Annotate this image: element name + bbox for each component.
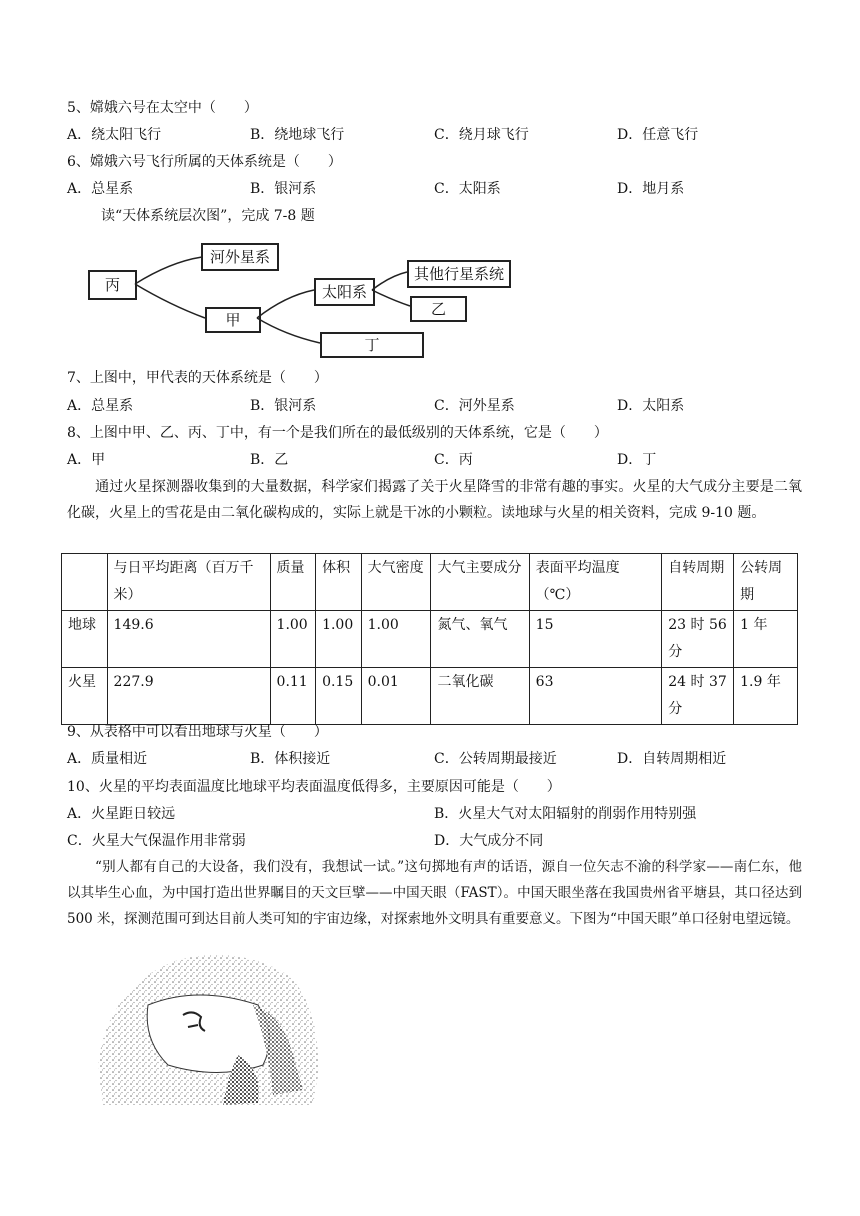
table-row [62,611,798,668]
diagram-box-other-planets: 其他行星系统 [407,260,511,288]
table-cell: 地球 [62,611,108,668]
q5-option-d: D．任意飞行 [617,127,699,143]
q7-option-a: A．总星系 [67,398,134,414]
table-cell: 15 [529,611,662,668]
table-cell: 0.01 [361,668,431,725]
table-cell: 1 年 [734,611,798,668]
diagram-box-yi: 乙 [410,296,467,322]
table-cell: 63 [529,668,662,725]
table-header-cell [62,554,108,611]
table-cell: 149.6 [107,611,270,668]
diagram-box-outer-galaxies: 河外星系 [201,243,279,271]
q10-option-b: B．火星大气对太阳辐射的削弱作用特别强 [434,806,697,822]
table-cell: 0.11 [270,668,316,725]
q10-option-c: C．火星大气保温作用非常弱 [67,833,246,849]
q5-stem: 5、嫦娥六号在太空中（ ） [67,100,258,116]
table-cell: 1.00 [361,611,431,668]
q6-option-b: B．银河系 [250,181,317,197]
table-cell: 227.9 [107,668,270,725]
q7-option-c: C．河外星系 [434,398,515,414]
table-cell: 火星 [62,668,108,725]
q6-option-d: D．地月系 [617,181,685,197]
table-cell: 1.9 年 [734,668,798,725]
q7-option-d: D．太阳系 [617,398,685,414]
q8-option-b: B．乙 [250,452,289,468]
diagram-box-jia: 甲 [205,307,261,333]
q8-option-d: D．丁 [617,452,657,468]
table-header-cell: 公转周期 [734,554,798,611]
table-header-cell: 大气密度 [361,554,431,611]
q9-stem: 9、从表格中可以看出地球与火星（ ） [67,724,328,740]
diagram-box-bing: 丙 [88,270,137,300]
q9-option-d: D．自转周期相近 [617,751,727,767]
q5-option-a: A．绕太阳飞行 [67,127,162,143]
table-header-cell: 自转周期 [662,554,734,611]
q9-option-b: B．体积接近 [250,751,331,767]
q7-option-b: B．银河系 [250,398,317,414]
table-cell: 1.00 [270,611,316,668]
q8-option-a: A．甲 [67,452,106,468]
diagram-box-ding: 丁 [320,332,424,358]
table-cell: 24 时 37 分 [662,668,734,725]
q9-option-a: A．质量相近 [67,751,148,767]
table-cell: 二氧化碳 [431,668,529,725]
diagram-box-solar-system: 太阳系 [314,278,375,306]
q8-stem: 8、上图中甲、乙、丙、丁中，有一个是我们所在的最低级别的天体系统，它是（ ） [67,425,608,441]
q7-stem: 7、上图中，甲代表的天体系统是（ ） [67,370,328,386]
passage-fast: “别人都有自己的大设备，我们没有，我想试一试。”这句掷地有声的话语，源自一位矢志不渝的科学家——南仁东，他以其毕生心血，为中国打造出世界瞩目的天文巨擘——中国天眼（FAST）。中国天眼坐落在我国贵州省平塘县，其口径达到 500 米，探测范围可到达目前人类可知的宇宙边缘，对探索地外文明具有重要意义。下图为“中国天眼”单口径射电望远镜。 [67,859,802,927]
passage-mars: 通过火星探测器收集到的大量数据，科学家们揭露了关于火星降雪的非常有趣的事实。火星的大气成分主要是二氧化碳，火星上的雪花是由二氧化碳构成的，实际上就是干冰的小颗粒。读地球与火星的相关资料，完成 9-10 题。 [67,479,802,521]
q10-stem: 10、火星的平均表面温度比地球平均表面温度低得多，主要原因可能是（ ） [67,779,561,795]
table-header-cell: 大气主要成分 [431,554,529,611]
q6-option-a: A．总星系 [67,181,134,197]
q6-stem: 6、嫦娥六号飞行所属的天体系统是（ ） [67,154,342,170]
q5-option-c: C．绕月球飞行 [434,127,529,143]
q6-option-c: C．太阳系 [434,181,501,197]
table-header-cell: 表面平均温度（℃） [529,554,662,611]
fast-telescope-image [88,945,323,1110]
table-cell: 1.00 [316,611,362,668]
table-row [62,668,798,725]
table-header-cell: 质量 [270,554,316,611]
table-header-cell: 体积 [316,554,362,611]
table-cell: 0.15 [316,668,362,725]
q5-option-b: B．绕地球飞行 [250,127,345,143]
table-header-cell: 与日平均距离（百万千米） [107,554,270,611]
table-header-row [62,554,798,611]
q8-option-c: C．丙 [434,452,473,468]
q10-option-d: D．大气成分不同 [434,833,544,849]
table-cell: 氮气、氧气 [431,611,529,668]
earth-mars-table [61,553,798,725]
intro-7-8: 读“天体系统层次图”，完成 7-8 题 [101,208,315,224]
table-cell: 23 时 56 分 [662,611,734,668]
q10-option-a: A．火星距日较远 [67,806,176,822]
q9-option-c: C．公转周期最接近 [434,751,557,767]
